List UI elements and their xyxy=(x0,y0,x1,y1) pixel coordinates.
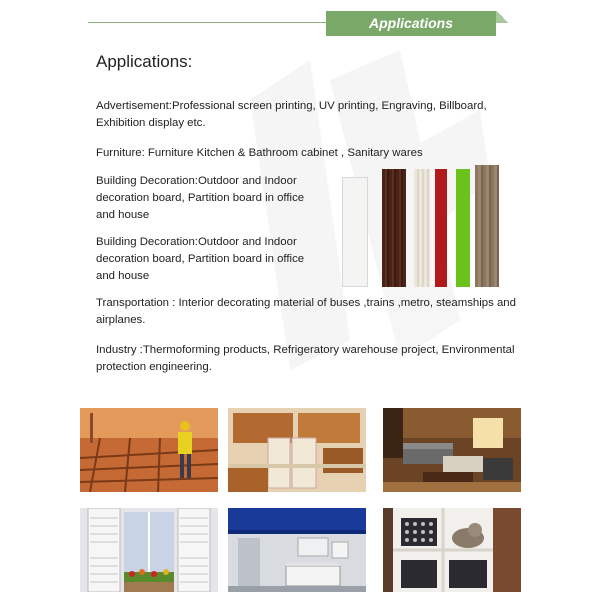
board-red xyxy=(435,169,447,287)
paragraph-furniture: Furniture: Furniture Kitchen & Bathroom cabinet , Sanitary wares xyxy=(96,147,423,159)
page-title: Applications: xyxy=(96,52,193,71)
construction-photo xyxy=(80,408,218,492)
section-tab-label: Applications xyxy=(368,15,453,31)
tab-fold xyxy=(496,11,509,23)
board-green xyxy=(456,169,470,287)
paragraph-advertisement: Advertisement:Professional screen printing, UV printing, Engraving, Billboard, Exhibition display etc. xyxy=(96,100,487,129)
header-rule xyxy=(88,22,328,23)
board-white xyxy=(342,177,368,287)
paragraph-building-decoration: Building Decoration:Outdoor and Indoor decoration board, Partition board in office and house xyxy=(96,175,305,221)
living-room-photo xyxy=(383,408,521,492)
paragraph-transportation: Transportation : Interior decorating material of buses ,trains ,metro, steamships and airplanes. xyxy=(96,297,516,326)
board-white-wood xyxy=(414,169,430,287)
bathroom-photo xyxy=(228,508,366,592)
window-shutters-photo xyxy=(80,508,218,592)
board-dark-wood xyxy=(382,169,406,287)
board-samples xyxy=(340,162,510,287)
kitchen-photo xyxy=(228,408,366,492)
board-gray-wood xyxy=(475,165,499,287)
paragraph-industry: Industry :Thermoforming products, Refrigeratory warehouse project, Environmental protection engineering. xyxy=(96,344,515,373)
paragraph-building-decoration-2: Building Decoration:Outdoor and Indoor decoration board, Partition board in office and house xyxy=(96,236,305,282)
shelving-photo xyxy=(383,508,521,592)
